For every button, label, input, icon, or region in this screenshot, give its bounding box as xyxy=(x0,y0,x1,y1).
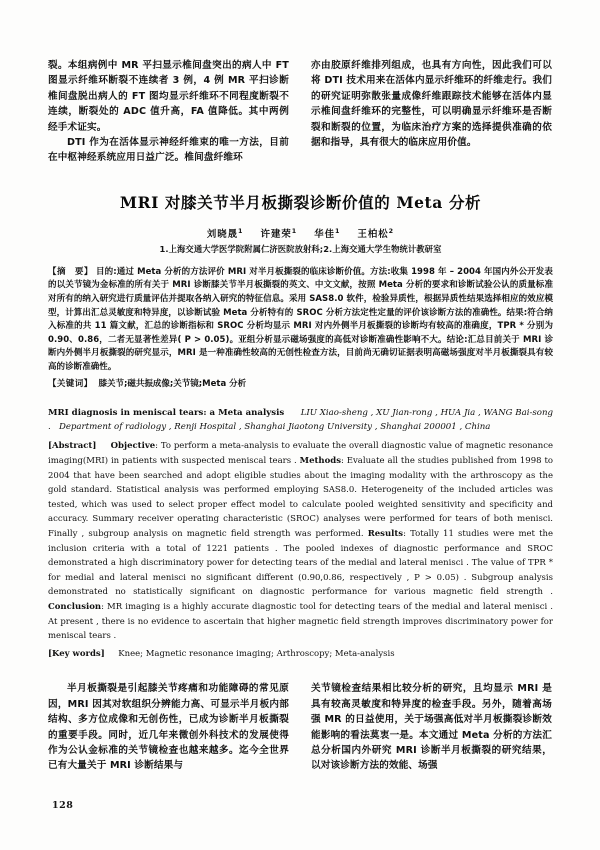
article-header xyxy=(48,192,553,255)
english-title-line xyxy=(48,406,553,435)
author-entry xyxy=(314,226,341,240)
author-affiliation-marker: 1 xyxy=(238,226,244,235)
top-continuation-columns xyxy=(48,58,553,166)
author-entry xyxy=(260,226,298,240)
continuation-text-left xyxy=(48,58,289,166)
objective-text: : To perform a meta-analysis to evaluate the overall diagnostic value of magnetic resonance imaging(MRI) in patients with suspected meniscal tears . xyxy=(48,441,554,466)
english-title: MRI diagnosis in meniscal tears: a Meta analysis xyxy=(48,407,285,418)
methods-text: : Evaluate all the studies published from 1998 to 2004 that have been searched and adopt eligible studies about the imaging modality with the arthroscopy as the gold standard. Statistical analysis was performed employing SAS8.0. Heterogeneity of the included articles was tested, which was used to select proper effect model to calculate pooled weighted sensitivity and specificity and accuracy. Summary receiver operating characteristic (SROC) analyses were performed for tears of both menisci. Finally , subgroup analysis on magnetic field strength was performed. xyxy=(48,456,553,539)
author-name: 许建荣 xyxy=(260,228,292,240)
author-entry xyxy=(206,226,244,240)
paragraph: 半月板撕裂是引起膝关节疼痛和功能障碍的常见原因，MRI 因其对软组织分辨能力高、可显示半月板内部结构、多方位成像和无创伤性，已成为诊断半月板撕裂的重要手段。同时，近几年来微创外科技术的发展使得作为公认金标准的关节镜检查也越来越多。迄今全世界已有大量关于 MRI 诊断结果与 xyxy=(48,683,289,772)
chinese-keywords-label: 【关键词】 xyxy=(48,378,93,389)
body-text-right xyxy=(311,681,552,773)
body-text-left xyxy=(48,681,289,773)
english-affiliation: Department of radiology , Renji Hospital , Shanghai Jiaotong University , Shanghai 200001 , China xyxy=(58,422,491,432)
english-keywords-text: Knee; Magnetic resonance imaging; Arthroscopy; Meta-analysis xyxy=(118,648,395,659)
page-content xyxy=(48,58,553,774)
top-continuation-left-column xyxy=(48,58,289,166)
continuation-text-right xyxy=(311,58,552,150)
methods-label: Methods xyxy=(299,456,341,466)
author-affiliation-marker: 1 xyxy=(291,226,298,235)
english-authors: LIU Xiao-sheng , XU Jian-rong , HUA Jia , WANG Bai-song . xyxy=(48,407,553,432)
objective-label: Objective xyxy=(110,441,156,452)
author-affiliation-marker: 2 xyxy=(388,226,395,235)
english-abstract xyxy=(48,439,553,643)
author-affiliation-marker: 1 xyxy=(334,226,341,235)
english-keywords xyxy=(48,647,553,662)
chinese-keywords xyxy=(48,377,553,391)
body-right-column xyxy=(311,681,552,773)
page-number: 128 xyxy=(52,800,74,811)
article-body-columns xyxy=(48,681,553,773)
paragraph: 裂。本组病例中 MR 平扫显示椎间盘突出的病人中 FT 图显示纤维环断裂不连续者 3 例，4 例 MR 平扫诊断椎间盘脱出病人的 FT 图均显示纤维环不同程度断裂不连续，断裂处的 ADC 值升高，FA 值降低。其中两例经手术证实。 xyxy=(48,60,289,133)
results-label: Results xyxy=(367,528,404,539)
chinese-abstract-label: 【摘 要】 xyxy=(48,266,93,277)
author-entry xyxy=(357,226,395,240)
paragraph: 关节镜检查结果相比较分析的研究，且均显示 MRI 是具有较高灵敏度和特异度的检查手段。另外，随着高场强 MR 的日益使用，关于场强高低对半月板撕裂诊断效能影响的看法莫衷一是。本文通过 Meta 分析的方法汇总分析国内外研究 MRI 诊断半月板撕裂的研究结果，以对该诊断方法的效能、场强 xyxy=(311,683,552,772)
author-name: 刘晓晟 xyxy=(206,228,239,240)
article-title: MRI 对膝关节半月板撕裂诊断价值的 Meta 分析 xyxy=(119,192,482,212)
chinese-abstract xyxy=(48,266,553,375)
body-left-column xyxy=(48,681,289,773)
conclusion-text: : MR imaging is a highly accurate diagnostic tool for detecting tears of the medial and lateral menisci . At present , there is no evidence to ascertain that higher magnetic field strength improves discriminatory power for meniscal tears . xyxy=(48,601,553,642)
paragraph: 亦由胶原纤维排列组成，也具有方向性，因此我们可以将 DTI 技术用来在活体内显示纤维环的纤维走行。我们的研究证明弥散张量成像纤维跟踪技术能够在活体内显示椎间盘纤维环的完整性，可以明确显示纤维环是否断裂和断裂的位置，为临床治疗方案的选择提供准确的依据和指导，具有很大的临床应用价值。 xyxy=(311,60,552,149)
author-name: 华佳 xyxy=(314,228,335,240)
author-list xyxy=(48,226,553,240)
results-text: : Totally 11 studies were met the inclusion criteria with a total of 1221 patients . The pooled indexes of diagnostic performance and SROC demonstrated a high discriminatory power for detecting tears of the medial and lateral menisci . The value of TPR * for medial and lateral menisci no significant different (0.90,0.86, respectively , P > 0.05) . Subgroup analysis demonstrated no statistically significant on diagnostic performance for various magnetic field strength . xyxy=(48,528,554,598)
top-continuation-right-column xyxy=(311,58,552,166)
chinese-keywords-text: 膝关节;磁共振成像;关节镜;Meta 分析 xyxy=(98,378,247,389)
chinese-abstract-text: 目的:通过 Meta 分析的方法评价 MRI 对半月板撕裂的临床诊断价值。方法:收集 1998 年 – 2004 年国内外公开发表的以关节镜为金标准的所有关于 MRI 诊断膝关节半月板撕裂的英文、中文文献，按照 Meta 分析的要求和诊断试验公认的质量标准对所有的纳入研究进行质量评估并提取各纳入研究的特征信息。采用 SAS8.0 软件，检验异质性，根据异质性结果选择相应的效应模型，计算出汇总灵敏度和特异度，以诊断试验 Meta 分析特有的 SROC 分析方法定性定量的评价该诊断方法的准确性。结果:符合纳入标准的共 11 篇文献，汇总的诊断指标和 SROC 分析均显示 MRI 对内外侧半月板撕裂的诊断均有较高的准确度，TPR * 分别为 0.90、0.86，二者无显著性差异( P > 0.05)。亚组分析显示磁场强度的高低对诊断准确性影响不大。结论:汇总目前关于 MRI 诊断内外侧半月板撕裂的研究显示，MRI 是一种准确性较高的无创性检查方法，目前尚无确切证据表明高磁场强度对半月板撕裂具有较高的诊断准确性。 xyxy=(48,266,553,372)
author-name: 王柏松 xyxy=(357,228,389,240)
paragraph: DTI 作为在活体显示神经纤维束的唯一方法，目前在中枢神经系统应用日益广泛。椎间盘纤维环 xyxy=(48,137,289,164)
conclusion-label: Conclusion xyxy=(48,601,102,612)
english-keywords-label: [Key words] xyxy=(48,648,105,659)
author-affiliations: 1.上海交通大学医学院附属仁济医院放射科;2.上海交通大学生物统计教研室 xyxy=(159,243,442,254)
english-abstract-label: [Abstract] xyxy=(48,441,97,452)
